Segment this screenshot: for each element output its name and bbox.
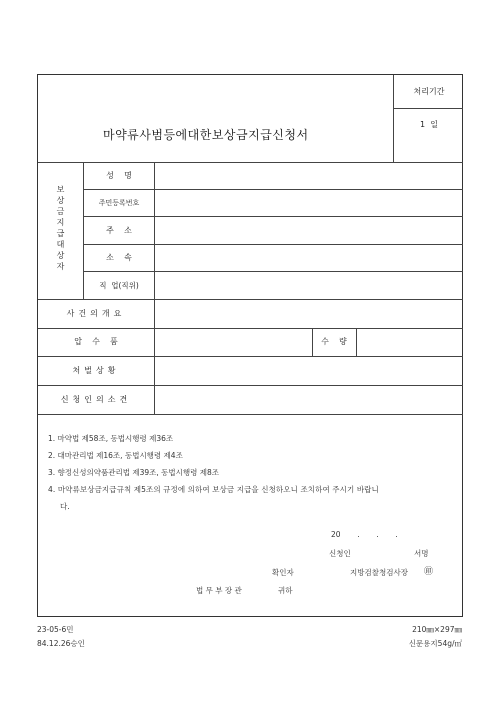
legal-basis-note: 1. 마약법 제58조, 동법시행령 제36조 <box>48 434 174 443</box>
row-line <box>83 244 463 245</box>
row-line <box>38 299 463 300</box>
processing-period-value: 1 일 <box>420 120 438 129</box>
processing-divider <box>393 108 463 109</box>
case-summary-label: 사건의개요 <box>66 309 126 318</box>
paper-type: 신문용지54g/㎡ <box>408 639 462 648</box>
row-line <box>83 189 463 190</box>
resident-number-label: 주민등록번호 <box>98 199 140 207</box>
confirmer-label: 확인자 <box>272 568 294 577</box>
legal-basis-note: 다. <box>60 502 70 511</box>
seized-item-label: 압 수 품 <box>74 337 118 346</box>
col-line <box>154 162 155 414</box>
prosecutor-office: 지방검찰청검사장 <box>350 568 408 577</box>
title-divider <box>393 75 394 162</box>
occupation-label: 직 업(직위) <box>99 281 139 290</box>
row-line <box>38 414 463 415</box>
applicant-opinion-label: 신청인의소견 <box>60 395 132 404</box>
processing-period-label: 처리기간 <box>413 87 445 96</box>
paper-size: 210㎜×297㎜ <box>412 625 462 634</box>
application-form <box>37 74 463 617</box>
row-line <box>38 356 463 357</box>
applicant-sign: 서명 <box>414 549 429 558</box>
approval-date: 84.12.26승인 <box>37 639 85 648</box>
form-title: 마약류사범등에대한보상금지급신청서 <box>103 128 309 142</box>
addressee-suffix: 귀하 <box>278 586 293 595</box>
punishment-label: 처벌상황 <box>72 366 120 375</box>
name-label: 성 명 <box>106 171 132 180</box>
application-date[interactable]: 20 . . . <box>331 530 398 539</box>
affiliation-label: 소 속 <box>106 253 132 262</box>
row-line <box>83 271 463 272</box>
legal-basis-note: 4. 마약류보상금지급규칙 제5조의 규정에 의하여 보상금 지급을 신청하오니 조치하여 주시기 바랍니 <box>48 485 379 494</box>
col-line <box>356 328 357 356</box>
quantity-label: 수 량 <box>321 337 347 346</box>
recipient-section-label: 보상금지급대상자 <box>56 185 65 273</box>
addressee-minister: 법 무 부 장 관 <box>196 586 242 595</box>
seal-mark: ㊞ <box>424 567 434 577</box>
legal-basis-note: 3. 향정신성의약품관리법 제39조, 동법시행령 제8조 <box>48 468 220 477</box>
address-label: 주 소 <box>106 226 132 235</box>
row-line <box>38 328 463 329</box>
form-number: 23-05-6민 <box>37 625 74 634</box>
row-line <box>38 385 463 386</box>
applicant-label: 신청인 <box>329 549 351 558</box>
legal-basis-note: 2. 대마관리법 제16조, 동법시행령 제4조 <box>48 451 183 460</box>
row-line <box>83 216 463 217</box>
row-line <box>38 162 463 163</box>
